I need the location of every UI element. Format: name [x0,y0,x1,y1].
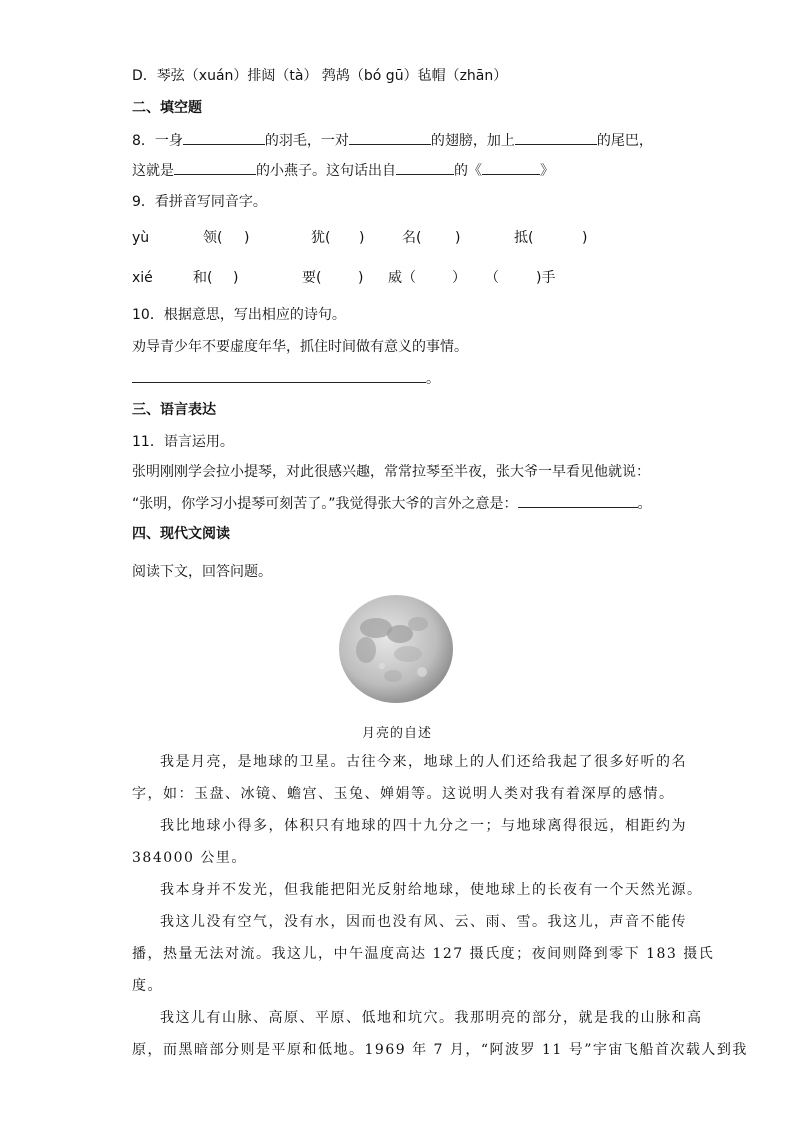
period: 。 [426,371,440,387]
reading-instruction: 阅读下文，回答问题。 [132,564,272,580]
section-title-modern-reading: 四、现代文阅读 [132,526,230,542]
passage-line: 384000 公里。 [132,850,247,866]
q8-text: 的羽毛，一对 [264,133,349,149]
answer-blank[interactable] [174,160,256,175]
cell-open: 领( [203,230,223,246]
cell-close: ) [244,230,250,246]
answer-blank[interactable] [515,130,597,145]
cell-close: ) [233,270,239,286]
section-title-fill-blank: 二、填空题 [132,100,202,116]
cell-open: 名( [402,230,422,246]
passage-line: 我是月亮，是地球的卫星。古往今来，地球上的人们还给我起了很多好听的名 [160,754,687,770]
period: 。 [637,496,652,512]
passage-line: 我这儿有山脉、高原、平原、低地和坑穴。我那明亮的部分，就是我的山脉和高 [160,1010,703,1026]
question-10-title: 10．根据意思，写出相应的诗句。 [132,307,346,323]
answer-blank[interactable] [349,130,431,145]
question-11-line-2 [132,493,652,514]
answer-blank[interactable] [482,160,540,175]
pinyin-label: yù [132,230,150,246]
q8-text: 8．一身 [132,133,183,149]
pinyin-label: xié [132,270,153,286]
passage-line: 字，如：玉盘、冰镜、蟾宫、玉兔、婵娟等。这说明人类对我有着深厚的感情。 [132,786,675,802]
question-10-prompt: 劝导青少年不要虚度年华，抓住时间做有意义的事情。 [132,339,468,355]
cell-close: )手 [536,270,556,286]
q8-text: 》 [540,163,554,179]
cell-open: 犹( [311,230,331,246]
question-11-line-1: 张明刚刚学会拉小提琴，对此很感兴趣，常常拉琴至半夜，张大爷一早看见他就说： [132,464,650,480]
cell-close: ) [582,230,588,246]
q8-text: 的《 [454,163,482,179]
question-11-title: 11．语言运用。 [132,434,234,450]
reading-title: 月亮的自述 [361,726,432,741]
cell-close: ) [358,270,364,286]
q11-text: “张明，你学习小提琴可刻苦了。”我觉得张大爷的言外之意是： [132,496,518,512]
answer-line[interactable] [132,368,426,383]
answer-blank[interactable] [518,493,638,508]
question-8-line-2 [132,160,554,181]
cell-close: ) [455,230,461,246]
passage-line: 度。 [132,978,163,994]
moon-image [338,594,454,704]
cell-open: 要( [302,270,322,286]
question-10-answer [132,368,440,389]
cell-close: ) [359,230,365,246]
q8-text: 的小燕子。这句话出自 [256,163,396,179]
question-9-title: 9．看拼音写同音字。 [132,194,267,210]
answer-blank[interactable] [183,130,265,145]
q8-text: 这就是 [132,163,174,179]
cell-open: 抵( [514,230,534,246]
cell-open: 威（ [388,270,416,286]
section-title-language-expression: 三、语言表达 [132,402,216,418]
passage-line: 我比地球小得多，体积只有地球的四十九分之一；与地球离得很远，相距约为 [160,818,687,834]
q8-text: 的尾巴， [596,133,653,149]
cell-open: 和( [193,270,213,286]
answer-blank[interactable] [396,160,454,175]
passage-line: 我本身并不发光，但我能把阳光反射给地球，使地球上的长夜有一个天然光源。 [160,882,703,898]
cell-close: ） [452,270,466,286]
passage-line: 我这儿没有空气，没有水，因而也没有风、云、雨、雪。我这儿，声音不能传 [160,914,687,930]
cell-open: （ [485,270,499,286]
option-d: D．琴弦（xuán）排闼（tà） 鹁鸪（bó gū）毡帽（zhān） [132,68,508,84]
q8-text: 的翅膀，加上 [430,133,515,149]
passage-line: 播，热量无法对流。我这儿，中午温度高达 127 摄氏度；夜间则降到零下 183 摄氏 [132,946,715,962]
question-8-line-1 [132,130,653,151]
passage-line: 原，而黑暗部分则是平原和低地。1969 年 7 月，“阿波罗 11 号”宇宙飞船首次载人到我 [132,1042,748,1058]
